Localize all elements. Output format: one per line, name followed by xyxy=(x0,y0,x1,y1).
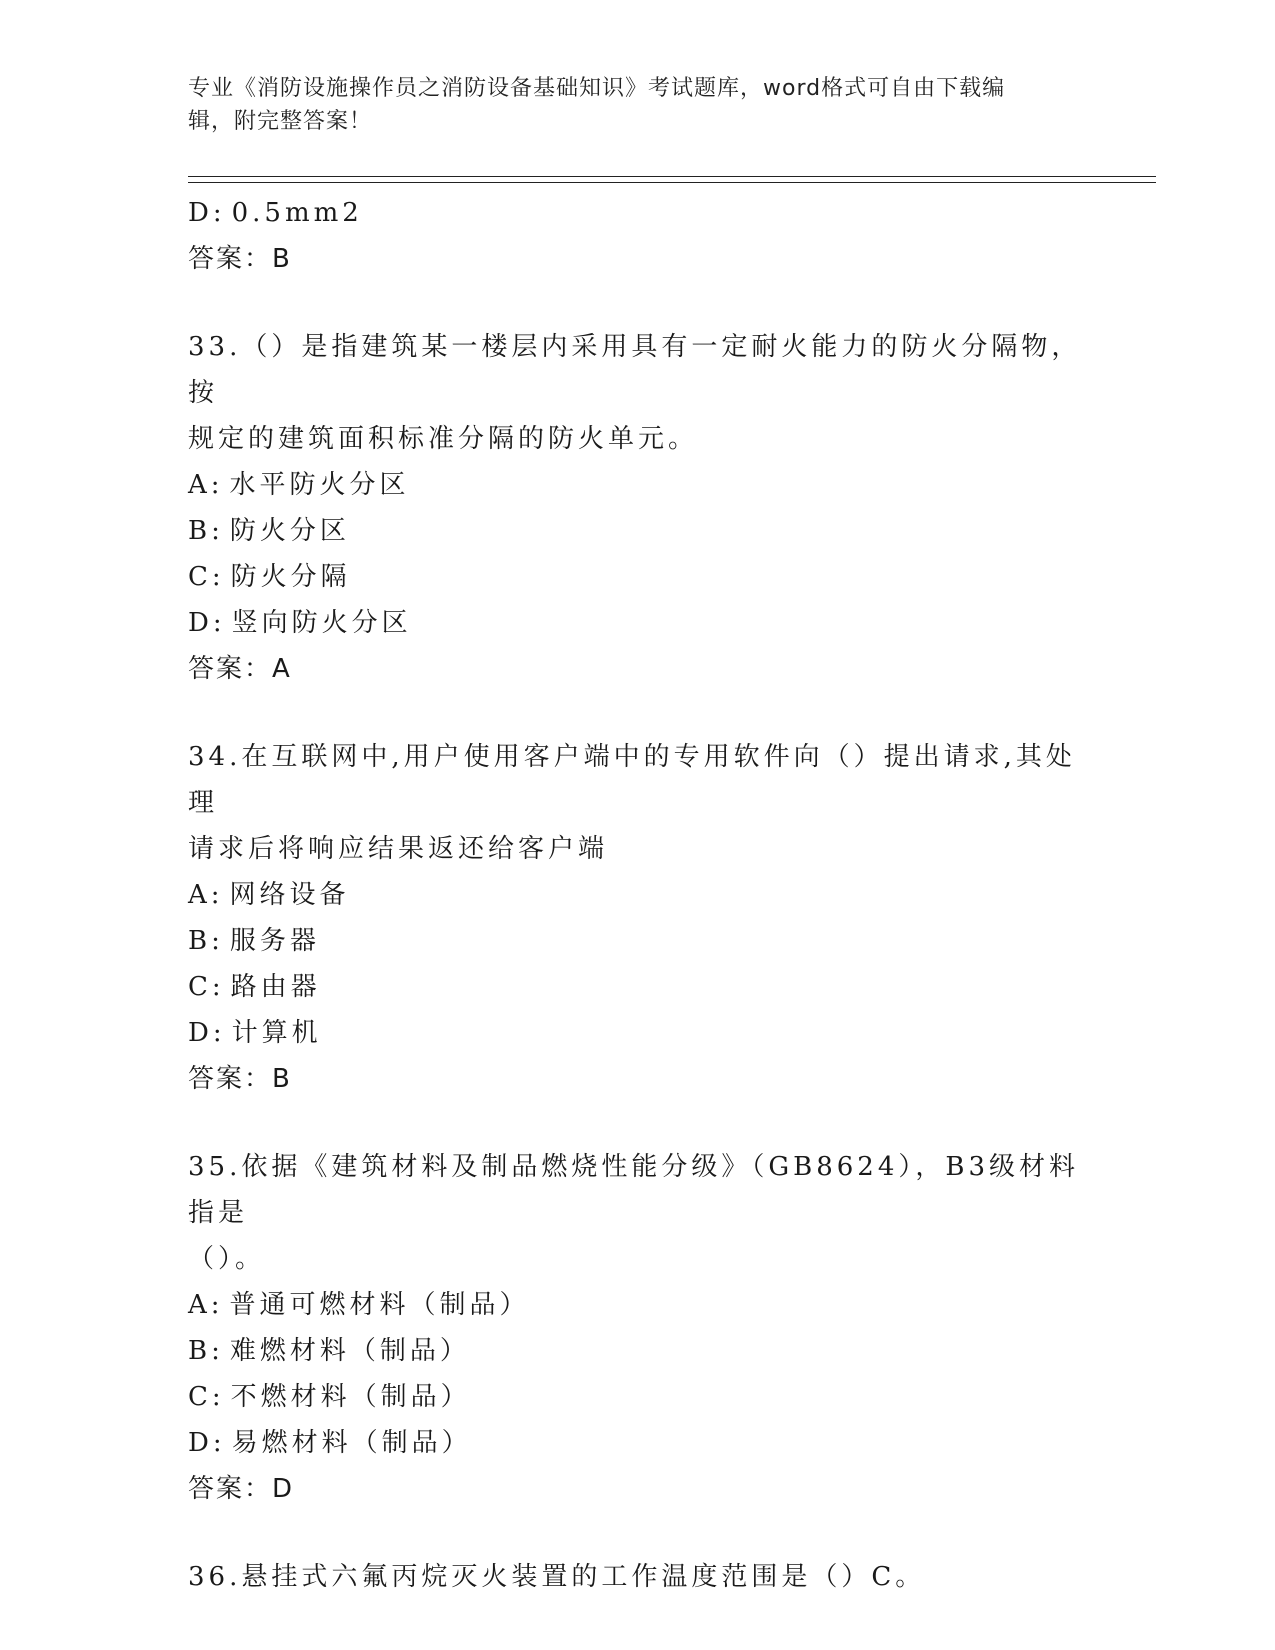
question-text-line: 36.悬挂式六氟丙烷灭火装置的工作温度范围是（）C。 xyxy=(188,1562,926,1592)
option-d xyxy=(188,190,1088,236)
question-text-line: 33.（）是指建筑某一楼层内采用具有一定耐火能力的防火分隔物，按 xyxy=(188,332,1082,408)
option-c xyxy=(188,554,1088,600)
option-text: 防火分区 xyxy=(229,516,350,546)
question-35 xyxy=(188,1144,1088,1282)
option-text: 网络设备 xyxy=(229,880,350,910)
question-34 xyxy=(188,734,1088,872)
question-text-line: （）。 xyxy=(188,1244,266,1274)
option-label: B: xyxy=(188,516,224,546)
option-text: 防火分隔 xyxy=(230,562,351,592)
option-c xyxy=(188,964,1088,1010)
option-label: D: xyxy=(188,1018,226,1048)
answer-line xyxy=(188,236,1088,282)
header-divider-bottom xyxy=(188,182,1156,183)
answer-label: 答案： xyxy=(188,1474,273,1504)
answer-value: D xyxy=(272,1474,295,1504)
answer-line xyxy=(188,646,1088,692)
option-text: 路由器 xyxy=(230,972,321,1002)
answer-value: B xyxy=(272,1064,292,1094)
question-list xyxy=(188,190,1088,1600)
answer-label: 答案： xyxy=(188,654,273,684)
option-a xyxy=(188,462,1088,508)
option-text: 易燃材料（制品） xyxy=(231,1428,472,1458)
option-text: 服务器 xyxy=(229,926,320,956)
question-text-line: 34.在互联网中,用户使用客户端中的专用软件向（）提出请求,其处理 xyxy=(188,742,1076,818)
option-text: 普通可燃材料（制品） xyxy=(229,1290,530,1320)
answer-value: A xyxy=(272,654,292,684)
answer-label: 答案： xyxy=(188,244,273,274)
answer-label: 答案： xyxy=(188,1064,273,1094)
option-d xyxy=(188,600,1088,646)
option-label: C: xyxy=(188,562,225,592)
option-text: 竖向防火分区 xyxy=(231,608,412,638)
header-line-1: 专业《消防设施操作员之消防设备基础知识》考试题库，word格式可自由下载编 xyxy=(188,76,1006,101)
answer-value: B xyxy=(272,244,292,274)
option-text: 难燃材料（制品） xyxy=(229,1336,470,1366)
option-a xyxy=(188,872,1088,918)
option-label: D: xyxy=(188,198,226,228)
document-header xyxy=(188,72,1088,138)
option-label: A: xyxy=(188,470,224,500)
option-label: A: xyxy=(188,880,224,910)
option-label: A: xyxy=(188,1290,224,1320)
option-label: D: xyxy=(188,1428,226,1458)
question-33 xyxy=(188,324,1088,462)
option-label: B: xyxy=(188,1336,224,1366)
option-text: 不燃材料（制品） xyxy=(230,1382,471,1412)
option-b xyxy=(188,918,1088,964)
option-d xyxy=(188,1010,1088,1056)
option-a xyxy=(188,1282,1088,1328)
option-b xyxy=(188,508,1088,554)
option-c xyxy=(188,1374,1088,1420)
option-text: 计算机 xyxy=(231,1018,322,1048)
option-text: 水平防火分区 xyxy=(229,470,410,500)
option-label: C: xyxy=(188,1382,225,1412)
question-text-line: 规定的建筑面积标准分隔的防火单元。 xyxy=(188,424,699,454)
header-line-2: 辑，附完整答案！ xyxy=(188,109,373,134)
option-text: 0.5mm2 xyxy=(231,198,363,228)
header-divider-top xyxy=(188,176,1156,177)
answer-line xyxy=(188,1056,1088,1102)
answer-line xyxy=(188,1466,1088,1512)
option-label: B: xyxy=(188,926,224,956)
option-label: C: xyxy=(188,972,225,1002)
option-d xyxy=(188,1420,1088,1466)
question-text-line: 请求后将响应结果返还给客户端 xyxy=(188,834,609,864)
option-b xyxy=(188,1328,1088,1374)
question-36 xyxy=(188,1554,1088,1600)
question-text-line: 35.依据《建筑材料及制品燃烧性能分级》（GB8624），B3级材料指是 xyxy=(188,1152,1080,1228)
option-label: D: xyxy=(188,608,226,638)
